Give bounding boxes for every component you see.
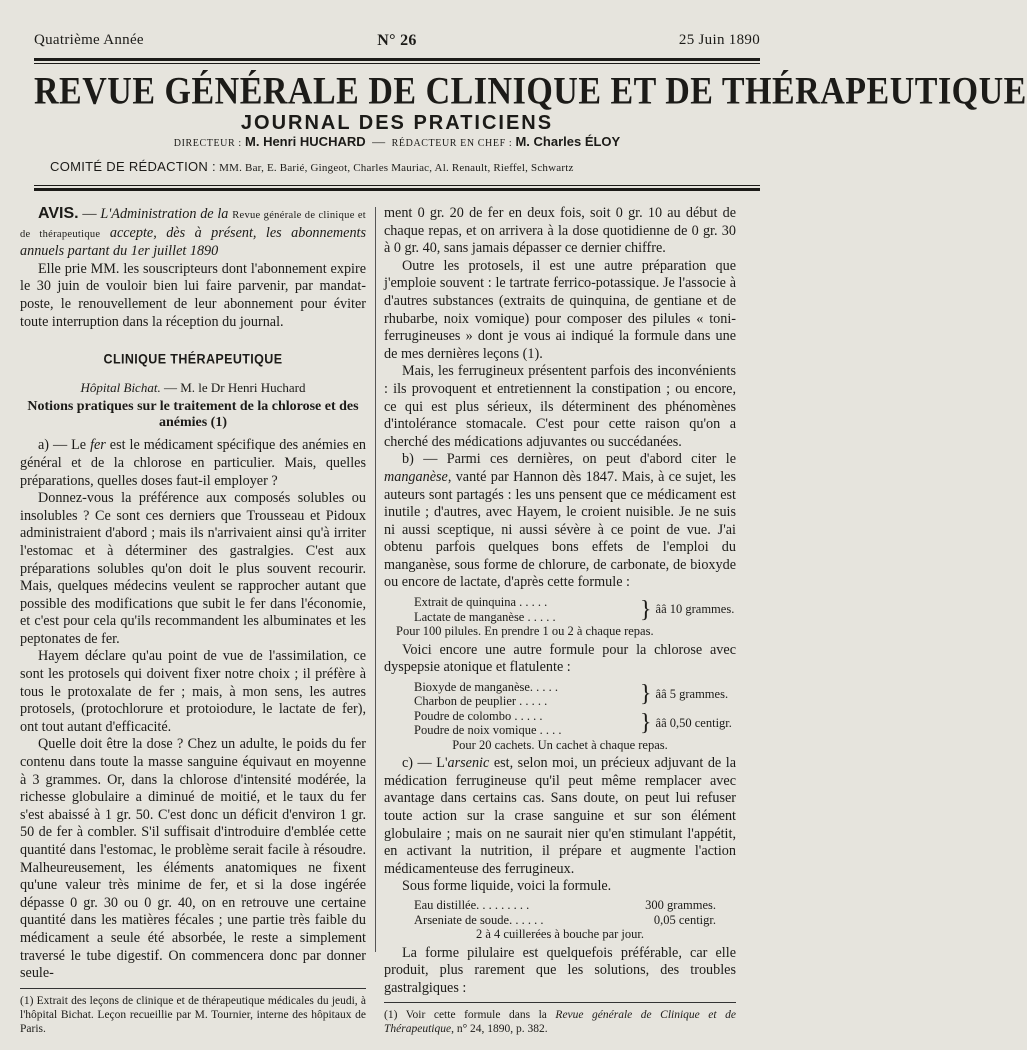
masthead [34,70,1027,135]
paragraph-a [20,437,366,490]
para-c-arsenic: arsenic [447,755,490,772]
rx-item: Charbon de peuplier . . . . . [414,694,548,709]
staff-line [34,134,760,150]
rx-note: 2 à 4 cuillerées à bouche par jour. [476,927,644,941]
para-a-lead: a) — Le [38,437,91,454]
paragraph-b [384,451,736,592]
avis-text-2: accepte, dès à présent, les abonnements annuels partant du 1er juillet 1890 [20,224,367,260]
avis-notice [20,205,366,261]
prescription-3 [384,898,736,942]
brace-icon: } [640,681,652,708]
header-rule-top [34,58,760,61]
staff-separator: — [372,134,386,149]
issue-header [34,32,760,52]
article-byline [20,379,366,397]
section-title: CLINIQUE THÉRAPEUTIQUE [103,351,283,367]
header-rule-top-thin [34,63,760,64]
issue-date: 25 Juin 1890 [678,32,760,48]
para-a-rest: est le médicament spécifique des anémies en général et de la chlorose en particulier. Mais, quelles préparations, quelles doses faut-il employer ? [20,437,366,489]
rx-item: Poudre de colombo . . . . . [414,708,543,723]
editor-name: M. Charles ÉLOY [515,134,621,149]
rx-note: Pour 100 pilules. En prendre 1 ou 2 à chaque repas. [396,624,654,639]
rx-dose: ââ 10 grammes. [655,602,735,617]
paragraph-c [384,755,736,878]
right-column [384,205,736,1036]
avis-label: AVIS. [38,205,79,222]
paragraph: Quelle doit être la dose ? Chez un adulte, le poids du fer contenu dans toute la masse sanguine équivaut en moyenne à 3 grammes. Or, dans la chlorose d'intensité modérée, la richesse globulaire a diminué de moitié, et le taux du fer s'est abaissé à 1 gr. 50. C'est donc un déficit d'environ 1 gr. 50 de fer à combler. S'il suffisait d'introduire d'emblée cette quantité dans l'estomac, le problème serait facile à résoudre. Malheureusement, les éléments anatomiques ne fixent qu'une valeur très minime de fer, et si la dose ingérée dépasse 0 gr. 30 ou 0 gr. 40, on en retrouve une certaine quantité dans les matières fécales ; une partie très faible du médicament a seule été absorbée, le reste a simplement traversé le tube digestif. On commencera donc par donner seule- [20,736,366,982]
issue-number: N° 26 [377,32,417,49]
byline-author: — M. le Dr Henri Huchard [160,379,306,395]
byline-hospital: Hôpital Bichat. [80,379,161,395]
rx-item: Arseniate de soude. . . . . . [414,912,544,927]
director-label: DIRECTEUR : [173,138,242,149]
para-b-lead: b) — Parmi ces dernières, on peut d'abord citer le [402,451,736,468]
rx-item: Poudre de noix vomique . . . . [414,723,562,738]
avis-dash: — [78,206,101,222]
issue-year: Quatrième Année [34,32,144,48]
avis-paragraph: Elle prie MM. les souscripteurs dont l'abonnement expire le 30 juin de vouloir bien lui faire parvenir, par mandat-poste, le renouvellement de leur abonnement pour éviter toute interruption dans la réception du journal. [20,260,366,330]
editorial-committee [50,159,760,175]
editor-label: RÉDACTEUR EN CHEF : [391,138,513,149]
committee-label: COMITÉ DE RÉDACTION : [50,159,216,174]
rx-dose: 0,05 centigr. [653,912,716,927]
paragraph: Mais, les ferrugineux présentent parfois des inconvénients : ils provoquent et entretiennent la constipation ; ou encore, ce qui est plus sérieux, ils déterminent des phénomènes d'intolérance stomacale. C'est pour cette raison qu'on a cherché des médications adjuvantes ou succédanées. [384,363,736,450]
footnote-rule [20,988,366,989]
header-rule-bottom-thin [34,185,760,186]
header-rule-bottom [34,188,760,191]
paragraph: Outre les protosels, il est une autre préparation que j'emploie souvent : le tartrate ferrico-potassique. Je l'associe à d'autres substances (extraits de quinquina, de gentiane et de rhubarbe, noix vomique) pour composer des pilules « toni-ferrugineuses » dont je vous ai indiqué la formule dans une de mes dernières leçons (1). [384,257,736,362]
paragraph: Voici encore une autre formule pour la chlorose avec dyspepsie atonique et flatulente : [384,641,736,676]
journal-title: REVUE GÉNÉRALE DE CLINIQUE ET DE THÉRAPEUTIQUE [34,70,1027,113]
committee-members: MM. Bar, E. Barié, Gingeot, Charles Mauriac, Al. Renault, Rieffel, Schwartz [219,162,574,174]
prescription-1 [384,595,736,639]
left-column [20,205,366,1036]
column-separator [375,207,376,952]
paragraph: Hayem déclare qu'au point de vue de l'assimilation, ce sont les protosels qui doivent fixer notre choix ; il préfère à tous le protoxalate de fer ; mais, à mon sens, les autres protosels, (protochlorure et protoiodure, le lactate de fer), ont tout autant d'efficacité. [20,648,366,735]
footnote-right-journal: Revue générale de Clinique et de Thérapeutique [384,1009,736,1036]
paragraph: La forme pilulaire est quelquefois préférable, car elle produit, plus rarement que les solutions, des troubles gastralgiques : [384,944,736,996]
rx-dose: ââ 0,50 centigr. [655,716,732,730]
footnote-right-lead: (1) Voir cette formule dans la [384,1009,556,1022]
rx-dose: 300 grammes. [645,898,716,912]
brace-icon: } [640,710,652,737]
rx-item: Bioxyde de manganèse. . . . . [414,679,559,694]
para-c-lead: c) — L' [402,755,448,772]
rx-item: Eau distillée. . . . . . . . . [414,898,530,912]
article-title: Notions pratiques sur le traitement de la chlorose et des anémies (1) [27,399,359,431]
rx-dose: ââ 5 grammes. [655,687,729,701]
avis-text-1: L'Administration de la [100,206,233,222]
paragraph: Donnez-vous la préférence aux composés solubles ou insolubles ? Ce sont ces derniers que Trousseau et Pidoux administraient d'abord ; mais ils n'arrivaient ainsi qu'à irriter l'estomac et à déterminer des gastralgies. C'est aux préparations solubles qu'on doit le plus souvent recourir. Mais, quelques médecins veulent se rapprocher autant que possible des modifications que subit le fer dans l'économie, et c'est pour cela qu'ils recommandent les albuminates et les peptonates de fer. [20,490,366,647]
footnote-right [384,1008,736,1036]
para-b-manganese: manganèse [384,468,448,485]
journal-subtitle: JOURNAL DES PRATICIENS [240,112,554,134]
rx-item: Lactate de manganèse . . . . . [414,609,556,624]
rx-item: Extrait de quinquina . . . . . [414,595,548,610]
footnote-rule [384,1002,736,1003]
rx-note: Pour 20 cachets. Un cachet à chaque repas. [452,737,668,752]
avis-journal-name: Revue générale de clinique et de thérapeutique [20,210,367,240]
para-a-fer: fer [90,437,106,454]
para-b-rest: , vanté par Hannon dès 1847. Mais, à ce sujet, les auteurs sont partagés : les uns pensent que ce médicament est inutile ; d'autres, avec Hayem, le croient nuisible. Je ne suis ni aussi sceptique, ni aussi sévère à ce point de vue. J'ai obtenu parfois quelques bons effets de l'emploi du manganèse, sous forme de chlorure, de carbonate, de bioxyde ou encore de lactate, d'après cette formule : [384,468,736,591]
para-c-rest: est, selon moi, un précieux adjuvant de la médication ferrugineuse qu'il peut même remplacer avec avantage dans certains cas. Sans doute, on peut lui refuser toute action sur la crase sanguine et sur son élément globulaire ; mais on ne saurait nier qu'en stimulant l'appétit, en activant la nutrition, il prépare et augmente l'action médicamenteuse des ferrugineux. [384,755,736,877]
prescription-2 [384,680,736,753]
footnote-left: (1) Extrait des leçons de clinique et de thérapeutique médicales du jeudi, à l'hôpital Bichat. Leçon recueillie par M. Tournier, interne des hôpitaux de Paris. [20,994,366,1035]
director-name: M. Henri HUCHARD [245,134,366,149]
paragraph: ment 0 gr. 20 de fer en deux fois, soit 0 gr. 10 au début de chaque repas, et on arrivera à la dose quotidienne de 0 gr. 30 à 0 gr. 40, sans jamais dépasser ce dernier chiffre. [384,205,736,257]
paragraph: Sous forme liquide, voici la formule. [402,878,612,895]
brace-icon: } [640,596,652,623]
footnote-right-ref: , n° 24, 1890, p. 382. [451,1023,548,1036]
